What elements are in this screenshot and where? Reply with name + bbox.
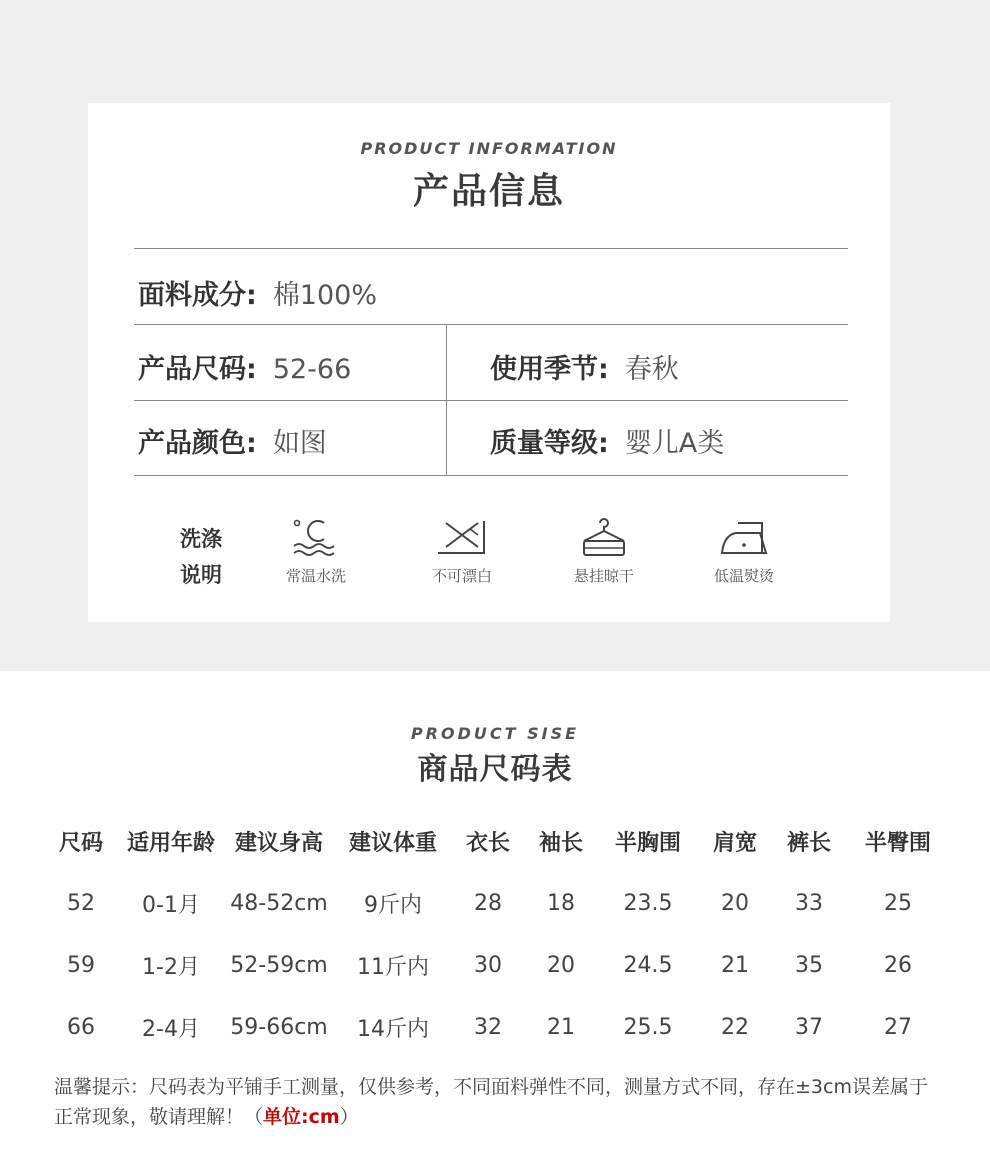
no-bleach-icon — [434, 515, 490, 559]
note-unit: 单位:cm — [263, 1106, 340, 1128]
care-title-line2: 说明 — [180, 563, 222, 587]
table-cell: 25.5 — [623, 1014, 673, 1040]
table-cell: 35 — [795, 952, 823, 978]
care-title-line1: 洗涤 — [180, 527, 222, 551]
fabric-label: 面料成分: — [138, 280, 257, 311]
grade-value: 婴儿A类 — [624, 428, 725, 459]
care-item-bleach — [402, 515, 522, 586]
column-header: 衣长 — [465, 830, 510, 856]
table-row — [44, 996, 950, 1058]
note-text: 温馨提示：尺码表为平铺手工测量，仅供参考，不同面料弹性不同，测量方式不同，存在±3cm误差属于正常现象，敬请理解！（ — [54, 1076, 928, 1128]
hang-dry-icon — [576, 515, 632, 559]
column-divider — [446, 324, 447, 476]
table-row — [44, 872, 950, 934]
table-cell: 22 — [721, 1014, 749, 1040]
table-cell: 1-2月 — [142, 954, 200, 980]
divider — [134, 324, 848, 325]
product-info-title: 产品信息 — [412, 171, 565, 212]
table-cell: 52-59cm — [230, 952, 328, 978]
column-header: 半胸围 — [614, 830, 681, 856]
season-field — [490, 347, 679, 386]
care-label: 低温熨烫 — [713, 567, 774, 585]
table-cell: 24.5 — [623, 952, 673, 978]
divider — [134, 475, 848, 476]
size-note — [54, 1072, 944, 1132]
table-cell: 52 — [67, 890, 95, 916]
table-cell: 20 — [547, 952, 575, 978]
size-chart-title-en: PRODUCT SISE — [410, 724, 580, 743]
table-cell: 32 — [474, 1014, 502, 1040]
table-cell: 25 — [884, 890, 912, 916]
size-field — [138, 347, 351, 386]
note-close: ） — [339, 1106, 359, 1128]
column-header: 建议体重 — [348, 830, 437, 856]
size-label: 产品尺码: — [138, 354, 257, 385]
column-header: 尺码 — [58, 830, 103, 856]
care-label: 不可漂白 — [431, 567, 492, 585]
fabric-field — [138, 273, 377, 312]
product-info-card — [88, 103, 890, 622]
size-chart-title: 商品尺码表 — [417, 752, 573, 787]
grade-label: 质量等级: — [490, 428, 609, 459]
color-value: 如图 — [272, 428, 327, 459]
table-cell: 28 — [474, 890, 502, 916]
table-cell: 33 — [795, 890, 823, 916]
table-cell: 18 — [547, 890, 575, 916]
table-row — [44, 934, 950, 996]
table-cell: 9斤内 — [364, 892, 422, 918]
table-cell: 30 — [474, 952, 502, 978]
table-cell: 21 — [547, 1014, 575, 1040]
column-header: 裤长 — [786, 830, 831, 856]
normal-temp-wash-icon — [288, 515, 344, 559]
grade-field — [490, 421, 724, 460]
table-cell: 14斤内 — [357, 1016, 429, 1042]
care-label: 常温水洗 — [285, 567, 346, 585]
color-label: 产品颜色: — [138, 428, 257, 459]
divider — [134, 248, 848, 249]
table-cell: 59-66cm — [230, 1014, 328, 1040]
column-header: 肩宽 — [712, 830, 757, 856]
divider — [134, 400, 848, 401]
fabric-value: 棉100% — [272, 280, 378, 311]
season-value: 春秋 — [624, 354, 679, 385]
table-cell: 37 — [795, 1014, 823, 1040]
column-header: 半臀围 — [864, 830, 931, 856]
season-label: 使用季节: — [490, 354, 609, 385]
table-cell: 27 — [884, 1014, 912, 1040]
size-table — [44, 810, 950, 1058]
table-cell: 26 — [884, 952, 912, 978]
care-item-hang — [544, 515, 664, 586]
product-info-title-en: PRODUCT INFORMATION — [360, 139, 618, 158]
table-cell: 0-1月 — [142, 892, 200, 918]
table-cell: 20 — [721, 890, 749, 916]
care-title — [180, 521, 224, 593]
care-item-wash — [256, 515, 376, 586]
table-cell: 48-52cm — [230, 890, 328, 916]
color-field — [138, 421, 327, 460]
low-temp-iron-icon — [716, 515, 772, 559]
column-header: 建议身高 — [234, 830, 323, 856]
care-item-iron — [684, 515, 804, 586]
table-cell: 59 — [67, 952, 95, 978]
column-header: 袖长 — [538, 830, 583, 856]
table-cell: 21 — [721, 952, 749, 978]
table-cell: 2-4月 — [142, 1016, 200, 1042]
table-cell: 66 — [67, 1014, 95, 1040]
care-label: 悬挂晾干 — [573, 567, 634, 585]
table-header-row — [44, 810, 950, 872]
column-header: 适用年龄 — [126, 830, 215, 856]
table-cell: 11斤内 — [357, 954, 429, 980]
table-cell: 23.5 — [623, 890, 673, 916]
size-value: 52-66 — [272, 354, 352, 385]
